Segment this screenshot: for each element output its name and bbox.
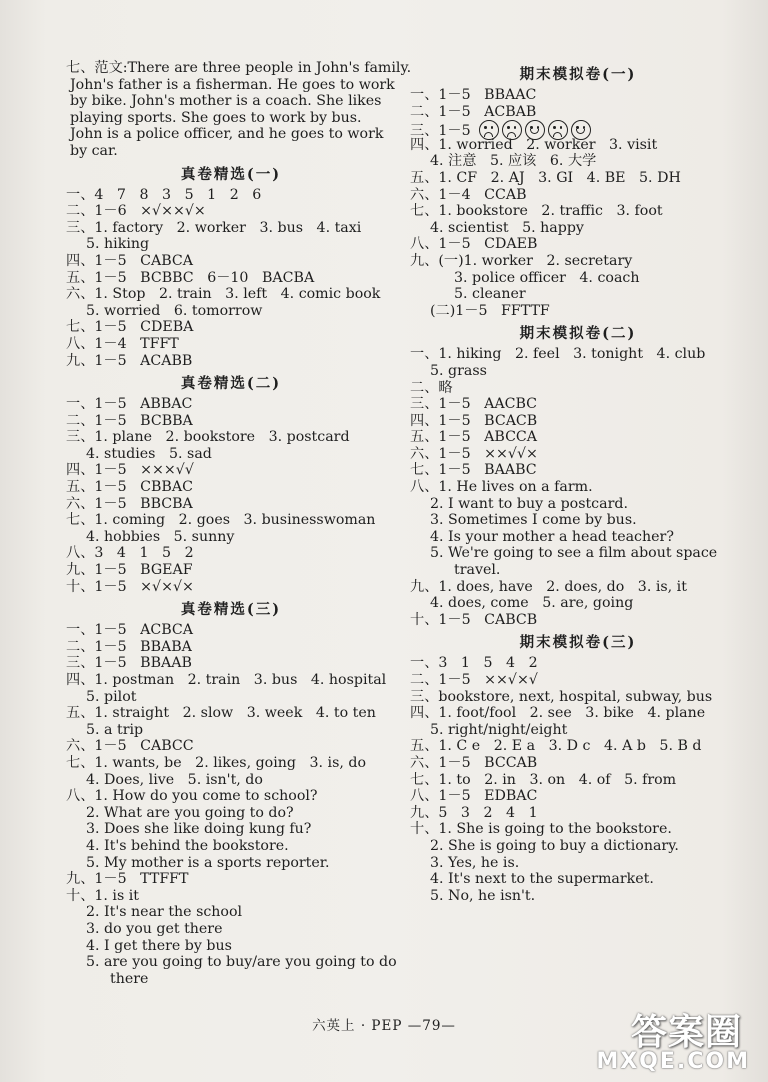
answer-line: 四、1. foot/fool 2. see 3. bike 4. plane: [410, 705, 706, 722]
answer-line: 一、4 7 8 3 5 1 2 6: [66, 186, 262, 203]
section-title: 真卷精选(一): [180, 165, 282, 183]
answer-line: 九、1－5 TTFFT: [66, 871, 189, 888]
answer-line: 二、1－5 ACBAB: [410, 103, 537, 120]
answer-line: 5. a trip: [86, 721, 144, 738]
answer-line: 六、1－5 BCCAB: [410, 754, 538, 771]
answer-line: 5. worried 6. tomorrow: [86, 302, 263, 319]
page-footer: 六英上 · PEP —79—: [312, 1018, 456, 1034]
answer-line: 三、1－5 AACBC: [410, 396, 538, 413]
answer-line: 五、1. straight 2. slow 3. week 4. to ten: [66, 705, 376, 722]
answer-line: 4. It's behind the bookstore.: [86, 837, 289, 854]
answer-line: 八、1－5 CDAEB: [410, 236, 538, 253]
answer-line: travel.: [454, 562, 501, 579]
answer-line: 5. We're going to see a film about space: [430, 545, 718, 562]
answer-line: John's father is a fisherman. He goes to work: [70, 76, 395, 93]
right-column: [410, 60, 746, 904]
answer-line: 五、1. CF 2. AJ 3. GI 4. BE 5. DH: [410, 169, 681, 186]
answer-line: 四、1－5 CABCA: [66, 252, 194, 269]
answer-line: 九、1. does, have 2. does, do 3. is, it: [410, 578, 687, 595]
answer-line: 三、bookstore, next, hospital, subway, bus: [410, 688, 713, 705]
answer-line: 八、1－5 EDBAC: [410, 788, 538, 805]
answer-line: 四、1. worried 2. worker 3. visit: [410, 136, 658, 153]
answer-line: 八、1. He lives on a farm.: [410, 479, 593, 496]
answer-line: 5. are you going to buy/are you going to do: [86, 954, 397, 971]
answer-line: 十、1. She is going to the bookstore.: [410, 821, 672, 838]
answer-line: 六、1. Stop 2. train 3. left 4. comic book: [66, 286, 381, 303]
answer-line: 七、1－5 BAABC: [410, 462, 537, 479]
answer-line: 4. scientist 5. happy: [430, 219, 584, 236]
answer-line: 5. cleaner: [454, 286, 526, 303]
answer-line: 五、1－5 CBBAC: [66, 479, 193, 496]
answer-line: 4. Is your mother a head teacher?: [430, 528, 674, 545]
answer-line: 七、范文:There are three people in John's family.: [66, 60, 412, 76]
answer-line: 5. right/night/eight: [430, 721, 568, 738]
answer-line: 五、1. C e 2. E a 3. D c 4. A b 5. B d: [410, 738, 702, 755]
answer-line: 四、1－5 ×××√√: [66, 462, 194, 479]
answer-line: 七、1. to 2. in 3. on 4. of 5. from: [410, 771, 677, 788]
left-column: [66, 60, 412, 987]
answer-line: 十、1－5 ×√×√×: [66, 578, 194, 595]
answer-line: 五、1－5 BCBBC 6－10 BACBA: [66, 269, 315, 286]
answer-line: 4. It's next to the supermarket.: [430, 871, 654, 888]
answer-line: 三、1. plane 2. bookstore 3. postcard: [66, 429, 350, 446]
answer-line: by car.: [70, 142, 118, 159]
answer-line: 一、1－5 BBAAC: [410, 87, 537, 103]
section-title: 期末模拟卷(三): [519, 634, 637, 652]
answer-line: 二、1－5 ××√×√: [410, 672, 538, 688]
answer-line: 一、3 1 5 4 2: [410, 655, 538, 672]
answer-line: 四、1. postman 2. train 3. bus 4. hospital: [66, 672, 387, 688]
answer-line: 七、1－5 CDEBA: [66, 319, 194, 336]
watermark-site: MXQE.COM: [596, 1049, 750, 1074]
answer-line: 4. I get there by bus: [86, 937, 232, 954]
answer-line: 八、1. How do you come to school?: [66, 788, 318, 805]
watermark-logo-text: 答案圈: [630, 1012, 742, 1053]
smiley-face-icon: [571, 120, 591, 140]
answer-line: 2. She is going to buy a dictionary.: [430, 837, 679, 854]
answer-line: 4. 注意 5. 应该 6. 大学: [430, 153, 597, 170]
sad-face-icon: [502, 120, 522, 140]
answer-line: 八、3 4 1 5 2: [66, 545, 194, 562]
answer-line: 3. Yes, he is.: [430, 854, 520, 871]
answer-line: 九、5 3 2 4 1: [410, 804, 538, 821]
answer-line: 2. What are you going to do?: [86, 804, 294, 821]
answer-line: 2. It's near the school: [86, 904, 243, 921]
answer-line: 七、1. wants, be 2. likes, going 3. is, do: [66, 754, 367, 771]
answer-line: 一、1－5 ACBCA: [66, 622, 194, 639]
answer-line: 4. does, come 5. are, going: [430, 595, 634, 612]
answer-line: 一、1－5 ABBAC: [66, 396, 193, 413]
answer-line: 二、略: [410, 379, 453, 396]
answer-line: 二、1－6 ×√××√×: [66, 203, 206, 220]
answer-line: 4. hobbies 5. sunny: [86, 528, 235, 545]
sad-face-icon: [479, 120, 499, 140]
answer-line: 3. Sometimes I come by bus.: [430, 512, 637, 529]
answer-line: 三、1－5 BBAAB: [66, 655, 192, 672]
section-title: 期末模拟卷(一): [519, 66, 637, 83]
answer-line: 2. I want to buy a postcard.: [430, 495, 628, 512]
answer-line: 六、1－5 CABCC: [66, 738, 194, 755]
answer-line: 4. Does, live 5. isn't, do: [86, 771, 263, 788]
watermark-logo: [596, 1004, 760, 1076]
answer-line: 5. pilot: [86, 688, 137, 705]
answer-line: 5. No, he isn't.: [430, 887, 536, 904]
answer-line: 二、1－5 BCBBA: [66, 412, 193, 429]
answer-line: 十、1. is it: [66, 887, 139, 904]
answer-line: 八、1－4 TFFT: [66, 335, 179, 352]
answer-line: 一、1. hiking 2. feel 3. tonight 4. club: [410, 346, 706, 363]
answer-line: 十、1－5 CABCB: [410, 611, 538, 628]
answer-line: 5. grass: [430, 362, 487, 379]
answer-line: 六、1－4 CCAB: [410, 186, 527, 203]
answer-line: 七、1. coming 2. goes 3. businesswoman: [66, 512, 376, 529]
answer-line: 3. Does she like doing kung fu?: [86, 821, 312, 838]
section-title: 期末模拟卷(二): [519, 325, 637, 343]
face-answers: [479, 120, 591, 140]
section-title: 真卷精选(二): [180, 375, 282, 393]
answer-line: 九、(一)1. worker 2. secretary: [410, 252, 633, 269]
answer-label: 三、1－5: [410, 123, 471, 140]
answer-line: 二、1－5 BBABA: [66, 638, 192, 655]
answer-line: 七、1. bookstore 2. traffic 3. foot: [410, 203, 663, 220]
answer-line: 九、1－5 ACABB: [66, 352, 193, 369]
answer-line: John is a police officer, and he goes to work: [70, 126, 384, 143]
smiley-face-icon: [525, 120, 545, 140]
answer-line: 三、1. factory 2. worker 3. bus 4. taxi: [66, 219, 362, 236]
answer-line: by bike. John's mother is a coach. She likes: [70, 93, 382, 110]
answer-line: 五、1－5 ABCCA: [410, 429, 538, 446]
section-title: 真卷精选(三): [180, 601, 282, 619]
answer-line: 六、1－5 ××√√×: [410, 445, 538, 462]
answer-line: playing sports. She goes to work by bus.: [70, 109, 362, 126]
answer-line: 5. My mother is a sports reporter.: [86, 854, 330, 871]
answer-line: 3. do you get there: [86, 920, 223, 937]
answer-line: 四、1－5 BCACB: [410, 412, 538, 429]
answer-line: 六、1－5 BBCBA: [66, 495, 193, 512]
answer-line: 5. hiking: [86, 236, 150, 253]
answer-line: 3. police officer 4. coach: [454, 269, 640, 286]
sad-face-icon: [548, 120, 568, 140]
answer-line: there: [110, 970, 149, 987]
answer-line: 4. studies 5. sad: [86, 445, 212, 462]
answer-line: 九、1－5 BGEAF: [66, 562, 193, 579]
answer-line-faces: [410, 120, 746, 140]
answer-line: (二)1－5 FFTTF: [430, 302, 550, 319]
